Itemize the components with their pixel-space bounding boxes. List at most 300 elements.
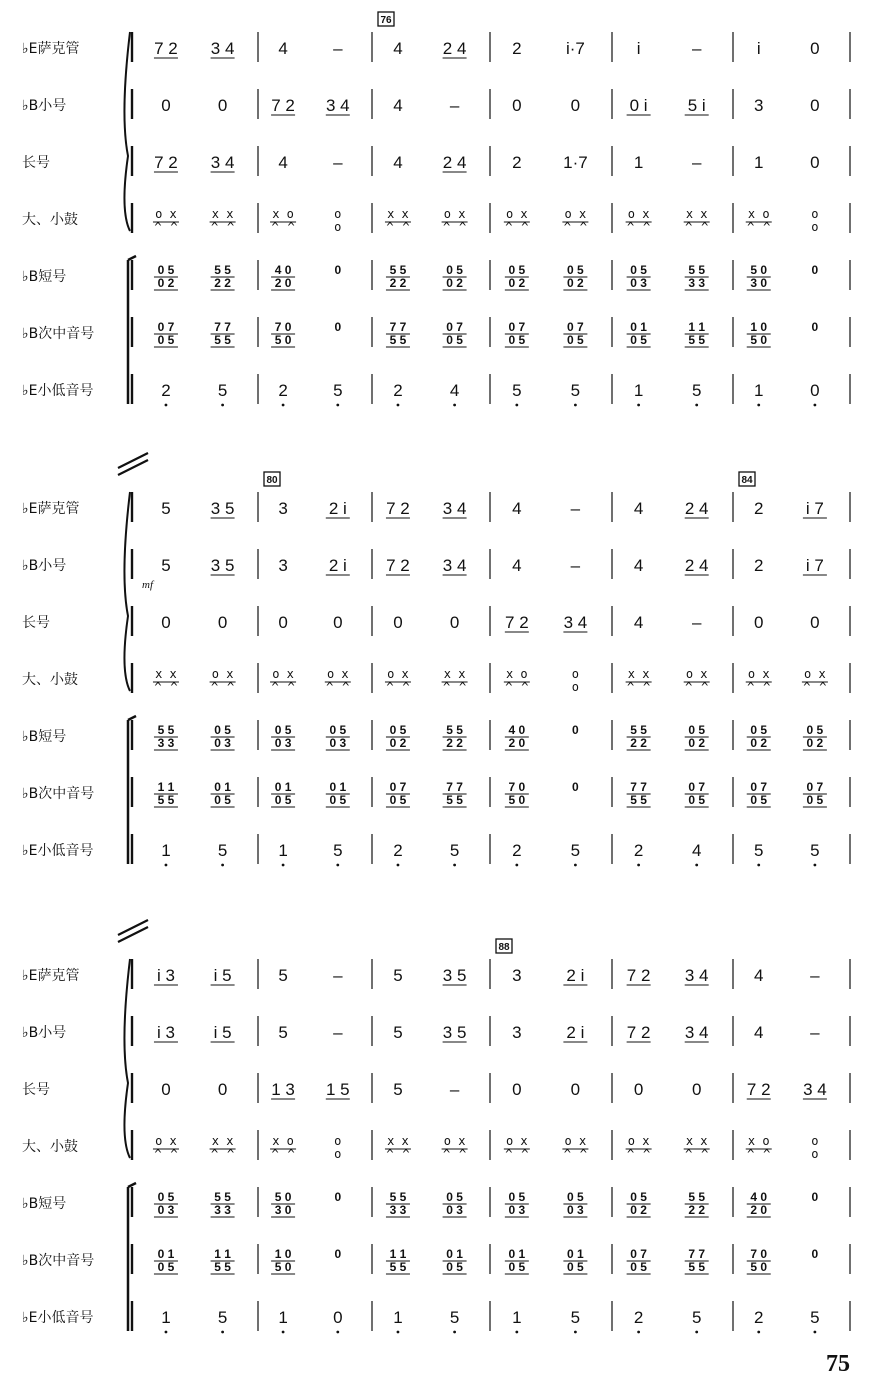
drum-lower-mark: ^ [521,680,529,694]
instrument-label: ♭B次中音号 [22,326,95,342]
chord-upper: 0 1 [157,1247,175,1261]
chord-upper: 4 0 [750,1190,768,1204]
melody-note: – [570,556,581,575]
chord-upper: 5 5 [688,263,706,277]
drum-note: o x [627,207,650,221]
melody-note: 4 [512,499,522,518]
melody-note: 1·7 [563,153,588,172]
octave-dot [574,864,577,867]
octave-dot [397,1331,400,1334]
octave-dot [397,404,400,407]
melody-note: 0 i [629,96,648,115]
octave-dot [515,404,518,407]
drum-lower-mark: ^ [643,1147,651,1161]
octave-dot [336,404,339,407]
melody-note: 7 2 [154,39,178,58]
page-number: 75 [826,1351,850,1377]
drum-lower-mark: ^ [747,220,755,234]
chord-lower: 0 5 [630,333,647,347]
chord-upper: 0 [572,723,579,737]
chord-lower: 5 0 [508,793,526,807]
melody-note: 3 4 [442,556,467,575]
drum-lower-mark: ^ [271,220,279,234]
chord-upper: 5 5 [389,1190,407,1204]
drum-lower-mark: ^ [458,1147,467,1161]
chord-upper: 0 7 [446,320,463,334]
octave-dot [165,864,168,867]
part-row [22,834,850,866]
drum-note: x o [272,207,294,221]
drum-lower-mark: ^ [226,220,235,234]
drum-lower-mark: ^ [763,220,771,234]
melody-note: 2 [512,153,522,172]
drum-note: o x [627,1134,650,1148]
melody-note: i 5 [213,966,232,985]
drum-note: o x [505,207,528,221]
drum-lower-mark: ^ [386,680,394,694]
chord-lower: 5 0 [750,333,768,347]
bass-note: 5 [691,381,702,400]
octave-dot [574,1331,577,1334]
drum-lower-mark: o [571,680,580,694]
chord-upper: 0 [334,1190,342,1204]
bass-note: 5 [449,841,460,860]
melody-note: 4 [754,966,764,985]
octave-dot [221,864,224,867]
drum-note: o [334,207,342,221]
octave-dot [637,1331,640,1334]
chord-upper: 0 5 [446,1190,463,1204]
drum-note: o x [272,667,294,681]
instrument-label: ♭B小号 [22,1025,67,1041]
drum-note: o [571,667,580,681]
chord-lower: 0 5 [446,1260,463,1274]
melody-note: i [756,39,761,58]
chord-upper: 0 [811,320,819,334]
chord-lower: 5 5 [688,1260,706,1274]
chord-lower: 3 3 [389,1203,407,1217]
chord-lower: 3 3 [214,1203,231,1217]
chord-lower: 2 0 [274,276,292,290]
instrument-label: ♭B小号 [22,558,67,574]
melody-note: 3 4 [563,613,588,632]
melody-note: 3 [278,499,288,518]
bass-note: 5 [810,1308,820,1327]
drum-lower-mark: ^ [563,220,572,234]
chord-upper: 7 7 [389,320,407,334]
chord-upper: 0 7 [389,780,407,794]
melody-note: 4 [633,556,644,575]
drum-lower-mark: ^ [627,220,635,234]
instrument-label: 长号 [22,155,50,171]
chord-upper: 0 7 [750,780,768,794]
octave-dot [282,864,285,867]
octave-dot [336,1331,339,1334]
drum-lower-mark: ^ [458,680,467,694]
melody-note: 0 [278,613,288,632]
bass-note: 5 [217,841,228,860]
part-row [22,203,850,234]
melody-note: 4 [393,153,403,172]
bass-note: 1 [278,1308,288,1327]
melody-note: 3 4 [442,499,467,518]
bass-note: 5 [449,1308,460,1327]
instrument-label: ♭E萨克管 [22,41,80,57]
chord-lower: 5 5 [630,793,647,807]
melody-note: 0 [810,39,820,58]
bass-note: 5 [570,381,581,400]
drum-lower-mark: ^ [170,680,178,694]
chord-upper: 0 [572,780,579,794]
octave-dot [165,404,168,407]
chord-upper: 0 5 [567,1190,584,1204]
chord-upper: 7 7 [630,780,647,794]
chord-lower: 2 0 [750,1203,768,1217]
chord-upper: 0 1 [508,1247,526,1261]
drum-lower-mark: ^ [701,680,709,694]
chord-upper: 7 7 [214,320,231,334]
instrument-label: ♭B小号 [22,98,67,114]
drum-lower-mark: ^ [505,1147,513,1161]
drum-lower-mark: ^ [505,220,513,234]
melody-note: 0 [810,153,820,172]
chord-lower: 2 2 [446,736,463,750]
instrument-label: ♭E小低音号 [22,1310,94,1326]
melody-note: 5 [161,556,171,575]
melody-note: 7 2 [386,556,410,575]
chord-upper: 0 7 [157,320,175,334]
chord-upper: 5 5 [688,1190,706,1204]
bass-note: 0 [810,381,820,400]
chord-upper: 0 1 [274,780,292,794]
octave-dot [814,404,817,407]
melody-note: 5 [393,1080,403,1099]
drum-note: o x [505,1134,528,1148]
chord-lower: 5 5 [214,1260,231,1274]
melody-note: – [333,966,343,985]
chord-lower: 0 2 [157,276,175,290]
drum-note: o x [747,667,770,681]
system-brace [124,959,130,1158]
instrument-label: ♭B次中音号 [22,786,95,802]
drum-lower-mark: ^ [402,1147,410,1161]
drum-note: o x [443,1134,466,1148]
drum-lower-mark: ^ [226,1147,235,1161]
instrument-label: ♭E萨克管 [22,968,80,984]
chord-upper: 0 5 [157,1190,175,1204]
drum-note: o x [211,667,234,681]
melody-note: 5 [161,499,171,518]
melody-note: i 3 [156,1023,175,1042]
chord-upper: 7 0 [274,320,292,334]
chord-upper: 1 1 [214,1247,231,1261]
system-brace [124,492,130,691]
rehearsal-number: 76 [380,15,392,26]
chord-upper: 0 1 [446,1247,463,1261]
chord-upper: 0 5 [508,263,526,277]
drum-note: x x [155,667,177,681]
chord-upper: 0 [334,1247,342,1261]
chord-lower: 0 5 [214,793,231,807]
chord-lower: 0 2 [446,276,463,290]
melody-note: i 7 [805,556,824,575]
bass-note: 5 [217,1308,228,1327]
melody-note: 7 2 [386,499,410,518]
chord-lower: 0 2 [567,276,584,290]
drum-lower-mark: ^ [287,1147,295,1161]
melody-note: 2 i [328,556,347,575]
bass-note: 1 [512,1308,522,1327]
drum-lower-mark: ^ [505,680,513,694]
chord-lower: 5 5 [688,333,706,347]
chord-upper: 0 1 [630,320,647,334]
melody-note: 0 [691,1080,702,1099]
bass-note: 2 [633,1308,644,1327]
chord-lower: 0 5 [630,1260,647,1274]
melody-note: 0 [512,96,522,115]
chord-upper: 5 0 [274,1190,292,1204]
melody-note: 0 [754,613,764,632]
drum-note: x o [272,1134,294,1148]
drum-lower-mark: ^ [643,680,651,694]
melody-note: – [333,39,343,58]
rehearsal-number: 88 [498,942,510,953]
chord-lower: 0 5 [274,793,292,807]
chord-lower: 0 5 [508,333,526,347]
drum-note: o x [155,207,177,221]
chord-lower: 0 5 [750,793,768,807]
drum-lower-mark: o [811,220,819,234]
melody-note: 0 [570,1080,581,1099]
chord-lower: 0 2 [688,736,706,750]
system-1 [22,12,850,406]
drum-note: x o [747,207,770,221]
melody-note: 0 [633,1080,644,1099]
rehearsal-number: 80 [266,475,278,486]
melody-note: i 7 [805,499,824,518]
chord-lower: 0 3 [157,1203,175,1217]
melody-note: 0 [161,1080,171,1099]
drum-note: o x [155,1134,177,1148]
brass-bracket [128,256,136,260]
melody-note: 3 5 [442,966,467,985]
melody-note: – [449,1080,460,1099]
drum-lower-mark: ^ [579,1147,588,1161]
chord-upper: 5 5 [157,723,175,737]
chord-lower: 3 3 [688,276,706,290]
rehearsal-mark [264,472,280,486]
melody-note: 0 [217,96,228,115]
bass-note: 2 [393,841,403,860]
octave-dot [695,404,698,407]
part-row [22,1187,850,1217]
chord-lower: 0 5 [567,1260,584,1274]
chord-upper: 0 5 [214,723,231,737]
melody-note: 2 4 [684,499,709,518]
chord-lower: 5 0 [274,333,292,347]
melody-note: – [810,1023,820,1042]
divider-stroke [118,927,148,942]
melody-note: 3 4 [210,39,235,58]
part-row [22,606,850,636]
brass-bracket [128,1183,136,1187]
melody-note: – [333,1023,343,1042]
chord-lower: 0 2 [750,736,768,750]
melody-note: i·7 [565,39,585,58]
part-row [22,492,850,522]
part-row [22,1130,850,1161]
melody-note: – [691,613,702,632]
chord-lower: 2 2 [688,1203,706,1217]
drum-lower-mark: ^ [154,220,162,234]
octave-dot [221,1331,224,1334]
chord-lower: 5 0 [274,1260,292,1274]
instrument-label: 大、小鼓 [22,672,78,688]
melody-note: – [570,499,581,518]
drum-lower-mark: ^ [701,1147,709,1161]
drum-note: x x [685,207,708,221]
drum-note: o x [685,667,708,681]
chord-lower: 0 3 [329,736,347,750]
instrument-label: ♭B短号 [22,269,67,285]
part-row [22,374,850,406]
bass-note: 5 [512,381,522,400]
chord-upper: 0 5 [157,263,175,277]
bass-note: 2 [393,381,403,400]
drum-note: o [811,207,819,221]
chord-lower: 0 5 [567,333,584,347]
drum-note: x o [747,1134,770,1148]
divider-stroke [118,460,148,475]
melody-note: 3 4 [684,966,709,985]
melody-note: 2 i [328,499,347,518]
drum-lower-mark: ^ [458,220,467,234]
melody-note: 4 [393,39,403,58]
melody-note: 3 [754,96,764,115]
chord-upper: 0 7 [688,780,706,794]
chord-upper: 0 5 [329,723,347,737]
instrument-label: ♭B短号 [22,1196,67,1212]
bass-note: 5 [570,841,581,860]
drum-lower-mark: ^ [154,1147,162,1161]
drum-lower-mark: ^ [763,680,771,694]
melody-note: 2 [754,499,764,518]
drum-lower-mark: ^ [701,220,709,234]
drum-lower-mark: ^ [685,220,693,234]
chord-upper: 7 7 [446,780,463,794]
drum-lower-mark: ^ [685,680,693,694]
system-divider-mark [118,453,148,475]
bass-note: 5 [333,381,343,400]
drum-note: x x [387,1134,409,1148]
melody-note: 3 [278,556,288,575]
chord-lower: 0 3 [508,1203,526,1217]
melody-note: 3 [512,1023,522,1042]
melody-note: – [810,966,820,985]
chord-upper: 5 5 [214,263,231,277]
part-row [22,959,850,989]
chord-upper: 1 1 [157,780,175,794]
bass-note: 1 [393,1308,403,1327]
chord-lower: 3 0 [750,276,768,290]
octave-dot [336,864,339,867]
chord-lower: 2 0 [508,736,526,750]
part-row [22,146,850,176]
octave-dot [695,864,698,867]
melody-note: 7 2 [746,1080,771,1099]
chord-upper: 7 0 [750,1247,768,1261]
chord-upper: 0 1 [214,780,231,794]
melody-note: 3 4 [803,1080,827,1099]
octave-dot [453,864,456,867]
drum-note: x x [211,1134,234,1148]
dynamic-marking: mf [142,579,153,591]
chord-lower: 2 2 [630,736,647,750]
chord-upper: 5 5 [446,723,463,737]
drum-lower-mark: ^ [627,680,635,694]
octave-dot [221,404,224,407]
drum-note: x x [211,207,234,221]
chord-lower: 0 3 [630,276,647,290]
melody-note: 0 [161,96,171,115]
chord-upper: 0 5 [389,723,407,737]
melody-note: 7 2 [626,1023,651,1042]
rehearsal-mark [496,939,512,953]
chord-lower: 0 3 [446,1203,463,1217]
system-divider-mark [118,920,148,942]
chord-lower: 5 5 [389,333,407,347]
drum-lower-mark: o [334,1147,342,1161]
chord-lower: 3 3 [157,736,175,750]
chord-upper: 0 5 [446,263,463,277]
drum-note: o x [804,667,826,681]
octave-dot [695,1331,698,1334]
instrument-label: ♭B短号 [22,729,67,745]
chord-upper: 0 5 [750,723,768,737]
melody-note: 2 4 [684,556,709,575]
melody-note: 7 2 [626,966,651,985]
system-brace [124,32,130,231]
part-row [22,32,850,62]
chord-upper: 5 5 [630,723,647,737]
drum-lower-mark: ^ [170,220,178,234]
chord-upper: 0 1 [329,780,347,794]
drum-note: o x [564,207,587,221]
system-3 [22,920,850,1333]
chord-upper: 1 0 [274,1247,292,1261]
chord-lower: 0 5 [157,1260,175,1274]
bass-note: 5 [691,1308,702,1327]
drum-note: o x [564,1134,587,1148]
drum-lower-mark: ^ [271,1147,279,1161]
chord-upper: 0 5 [806,723,824,737]
drum-lower-mark: ^ [210,1147,219,1161]
melody-note: 0 [393,613,403,632]
drum-lower-mark: ^ [803,680,811,694]
chord-lower: 5 5 [446,793,463,807]
bass-note: 5 [570,1308,581,1327]
instrument-label: ♭E小低音号 [22,843,94,859]
melody-note: 0 [217,613,228,632]
melody-note: 4 [754,1023,764,1042]
part-row [22,1244,850,1274]
octave-dot [282,404,285,407]
divider-stroke [118,453,148,468]
octave-dot [453,1331,456,1334]
drum-lower-mark: ^ [154,680,162,694]
bass-note: 5 [810,841,820,860]
bass-note: 1 [633,381,644,400]
